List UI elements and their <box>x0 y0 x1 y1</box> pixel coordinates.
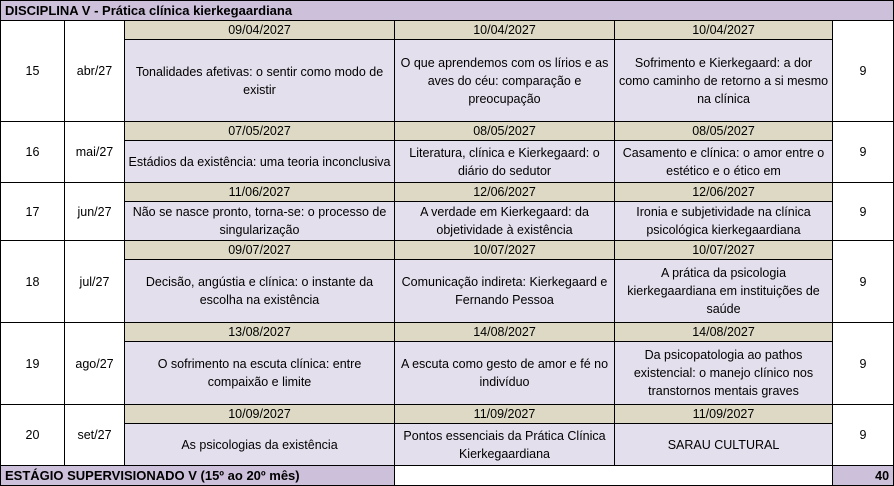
session-date: 10/04/2027 <box>395 21 615 40</box>
session-topic-cell <box>125 202 395 241</box>
date-row <box>1 405 894 424</box>
session-topic-cell <box>395 141 615 183</box>
topic-row <box>1 342 894 405</box>
module-month: ago/27 <box>65 323 125 405</box>
session-date: 11/06/2027 <box>125 183 395 202</box>
topic-row <box>1 424 894 466</box>
topic-row <box>1 260 894 323</box>
session-topic-cell <box>615 260 833 323</box>
session-date: 14/08/2027 <box>615 323 833 342</box>
module-number: 15 <box>1 21 65 122</box>
module-hours: 9 <box>833 241 894 323</box>
session-topic-cell <box>395 342 615 405</box>
session-topic: Pontos essenciais da Prática Clínica Kierkegaardiana <box>403 428 606 461</box>
session-topic: O sofrimento na escuta clínica: entre compaixão e limite <box>157 357 362 389</box>
session-topic: Sofrimento e Kierkegaard: a dor como caminho de retorno a si mesmo na clínica <box>618 55 829 106</box>
session-topic-cell <box>395 202 615 241</box>
date-row <box>1 241 894 260</box>
session-topic-cell <box>125 40 395 122</box>
total-hours: 40 <box>833 466 894 486</box>
session-topic-cell <box>615 342 833 405</box>
session-topic: Decisão, angústia e clínica: o instante da escolha na existência <box>145 275 374 307</box>
session-date: 09/04/2027 <box>125 21 395 40</box>
session-topic-cell <box>395 40 615 122</box>
session-topic: Comunicação indireta: Kierkegaard e Fernando Pessoa <box>401 275 608 307</box>
session-topic-cell <box>395 260 615 323</box>
session-date: 08/05/2027 <box>615 122 833 141</box>
module-number: 16 <box>1 122 65 183</box>
session-topic-cell <box>615 202 833 241</box>
module-month: abr/27 <box>65 21 125 122</box>
session-topic: Ironia e subjetividade na clínica psicológica kierkegaardiana <box>636 205 811 237</box>
session-date: 11/09/2027 <box>395 405 615 424</box>
session-date: 07/05/2027 <box>125 122 395 141</box>
module-number: 17 <box>1 183 65 241</box>
session-date: 08/05/2027 <box>395 122 615 141</box>
topic-row <box>1 141 894 183</box>
topic-row <box>1 202 894 241</box>
date-row <box>1 21 894 40</box>
session-topic-cell <box>125 141 395 183</box>
module-month: jul/27 <box>65 241 125 323</box>
module-hours: 9 <box>833 21 894 122</box>
title-row <box>1 1 894 21</box>
session-topic-cell <box>615 40 833 122</box>
internship-label: ESTÁGIO SUPERVISIONADO V (15º ao 20º mês) <box>1 466 395 486</box>
session-date: 10/07/2027 <box>395 241 615 260</box>
date-row <box>1 122 894 141</box>
module-month: jun/27 <box>65 183 125 241</box>
session-topic-cell <box>125 342 395 405</box>
session-topic-cell <box>615 141 833 183</box>
session-date: 10/09/2027 <box>125 405 395 424</box>
module-number: 20 <box>1 405 65 466</box>
module-hours: 9 <box>833 323 894 405</box>
session-date: 13/08/2027 <box>125 323 395 342</box>
session-topic: Estádios da existência: uma teoria inconclusiva <box>128 154 391 169</box>
session-topic: As psicologias da existência <box>181 437 338 452</box>
session-topic: Casamento e clínica: o amor entre o estético e o ético em <box>622 145 825 178</box>
session-topic: A verdade em Kierkegaard: da objetividade à existência <box>420 205 589 237</box>
session-topic-cell <box>125 424 395 466</box>
session-date: 12/06/2027 <box>615 183 833 202</box>
session-topic-cell <box>395 424 615 466</box>
session-topic: Não se nasce pronto, torna-se: o processo de singularização <box>132 205 387 237</box>
session-topic: O que aprendemos com os lírios e as aves do céu: comparação e preocupação <box>400 55 609 106</box>
session-topic: Tonalidades afetivas: o sentir como modo de existir <box>135 64 384 97</box>
session-topic: Da psicopatologia ao pathos existencial: o manejo clínico nos transtornos mentais graves <box>633 348 814 398</box>
date-row <box>1 183 894 202</box>
session-topic: SARAU CULTURAL <box>667 437 780 452</box>
session-topic-cell <box>615 424 833 466</box>
session-date: 12/06/2027 <box>395 183 615 202</box>
module-number: 18 <box>1 241 65 323</box>
module-hours: 9 <box>833 183 894 241</box>
discipline-title: DISCIPLINA V - Prática clínica kierkegaardiana <box>1 1 894 21</box>
date-row <box>1 323 894 342</box>
session-date: 10/07/2027 <box>615 241 833 260</box>
module-hours: 9 <box>833 405 894 466</box>
session-topic: A prática da psicologia kierkegaardiana em instituições de saúde <box>627 266 820 316</box>
session-date: 11/09/2027 <box>615 405 833 424</box>
session-topic: Literatura, clínica e Kierkegaard: o diário do sedutor <box>409 145 600 178</box>
session-date: 09/07/2027 <box>125 241 395 260</box>
module-number: 19 <box>1 323 65 405</box>
session-date: 10/04/2027 <box>615 21 833 40</box>
session-date: 14/08/2027 <box>395 323 615 342</box>
module-hours: 9 <box>833 122 894 183</box>
session-topic-cell <box>125 260 395 323</box>
module-month: set/27 <box>65 405 125 466</box>
topic-row <box>1 40 894 122</box>
module-month: mai/27 <box>65 122 125 183</box>
session-topic: A escuta como gesto de amor e fé no indivíduo <box>400 357 609 389</box>
